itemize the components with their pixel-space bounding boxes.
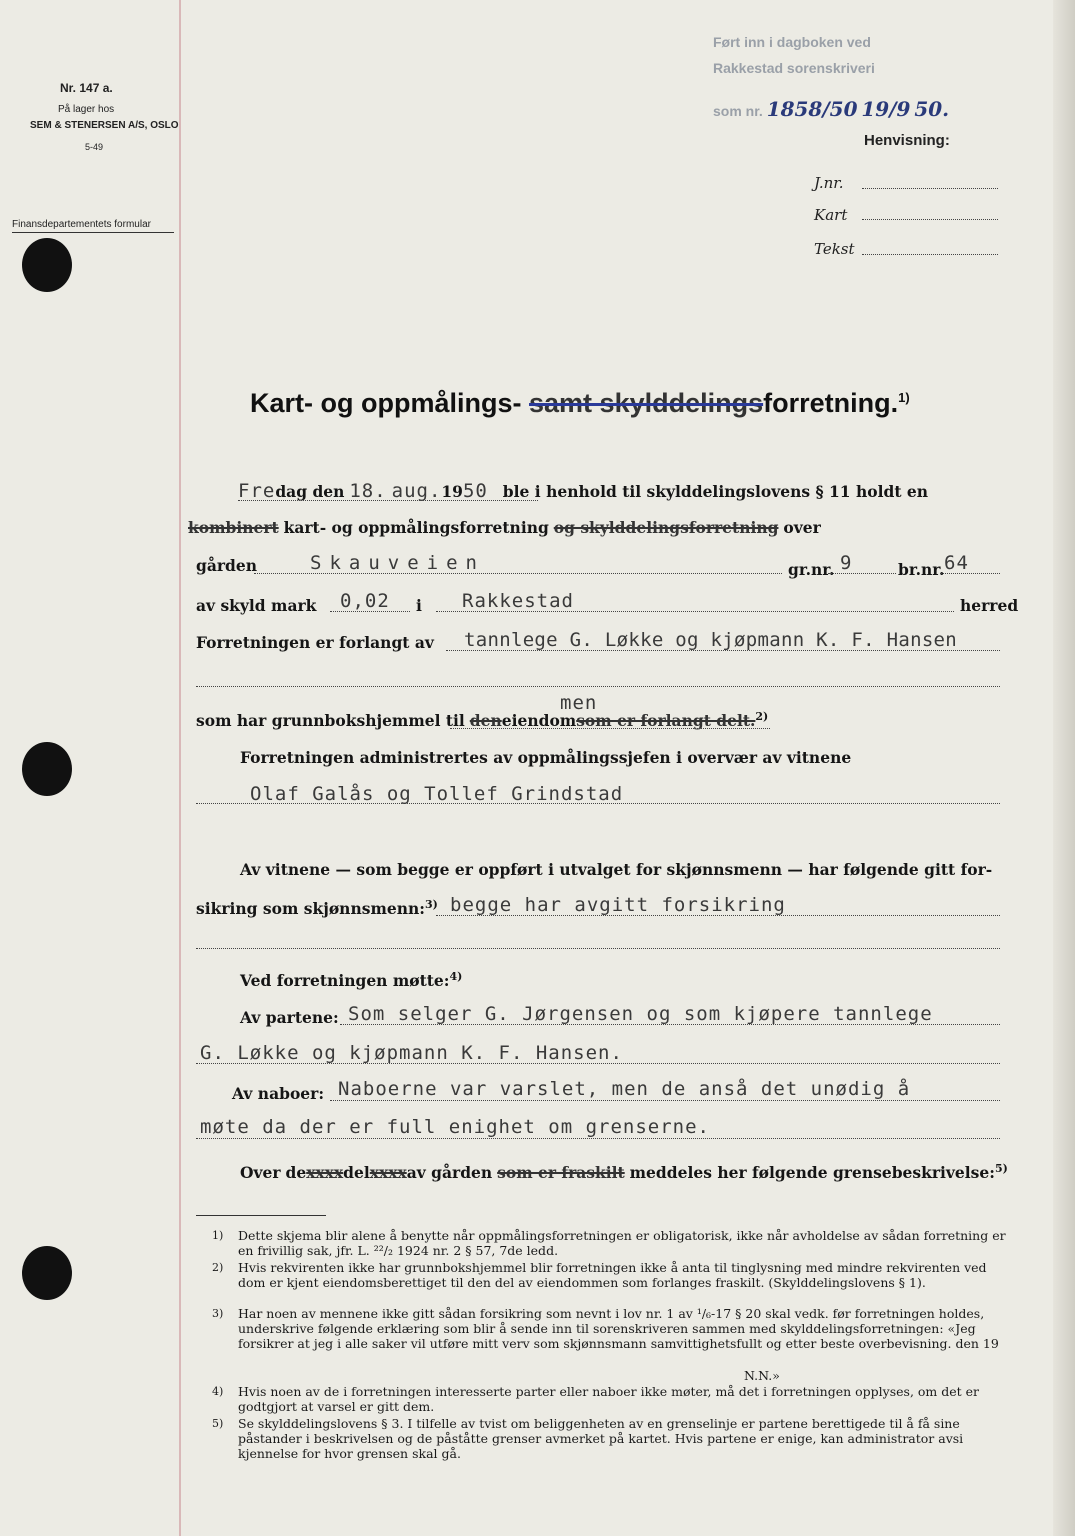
requested-by-dotted-line-2 [196,686,1000,687]
witness-statement-line: Av vitnene — som begge er oppført i utvalget for skjønnsmenn — har følgende gitt for- [240,860,993,879]
kart-field [862,219,998,220]
jnr-label: J.nr. [814,174,844,192]
registry-date: 19/9 [861,97,911,121]
i-label: i [416,596,422,615]
print-date: 5-49 [85,142,104,152]
neighbours-label: Av naboer: [232,1084,325,1103]
year-value: 50 [462,480,488,502]
parties-value-1: Som selger G. Jørgensen og som kjøpere tannlege [348,1003,933,1025]
title-struck-text: samt skylddelings [529,388,764,418]
footnote-2: 2) Hvis rekvirenten ikke har grunnbokshjemmel blir forretningen ikke å anta til tinglysning med mindre rekvirenten ved dom er kjent eiendomsberettiget til den del av eiendommen som forlanges fraskilt. (Skylddelingslovens § 1). [212,1260,987,1290]
oath-dotted-line-2 [196,948,1000,949]
oath-label: sikring som skjønnsmenn:$^{3)}$ [196,898,438,919]
ministry-form-label: Finansdepartementets formular [12,219,174,233]
registry-stamp-line2: Rakkestad sorenskriveri [713,60,875,76]
day-value: 18. [349,480,387,502]
herred-value: Rakkestad [462,590,574,612]
parties-dotted-line [340,1024,1000,1025]
footnote-5: 5) Se skylddelingslovens § 3. I tilfelle av tvist om beliggenheten av en grenselinje er partene berettigede til å få sine påstander i beskrivelsen og de påståtte grenser avmerket på kartet. Hvis partene er enige, kan administrator avsi kjennelse for hvor grensen skal gå. [212,1416,964,1461]
requested-by-label: Forretningen er forlangt av [196,633,434,652]
title-deed-line: som har grunnbokshjemmel til deneiendomsom er forlangt delt.$^{2)}$ [196,710,769,731]
stock-line-1: På lager hos [58,104,115,115]
punch-hole [22,742,72,796]
date-dotted-line [238,500,538,501]
neighbours-dotted-line-2 [196,1138,1000,1139]
men-insertion: men [560,692,598,714]
registry-year: 50. [914,97,950,121]
grnr-value: 9 [840,552,853,574]
brnr-label: br.nr. [898,560,945,579]
parties-label: Av partene: [240,1008,339,1027]
witnesses-dotted-line [196,803,1000,804]
oath-value: begge har avgitt forsikring [450,894,786,916]
skylddeling-struck: og skylddelingsforretning [553,518,779,537]
administration-line: Forretningen administrertes av oppmålingssjefen i overvær av vitnene [240,748,852,767]
oath-dotted-line [436,915,1000,916]
witnesses-value: Olaf Galås og Tollef Grindstad [250,783,624,805]
farm-name-value: Skauveien [310,552,485,574]
neighbours-dotted-line [330,1100,1000,1101]
tekst-field [862,254,998,255]
brnr-dotted-line [940,573,1000,574]
footnote-1: 1) Dette skjema blir alene å benytte når oppmålingsforretningen er obligatorisk, ikke når avholdelse av sådan forretning er en frivillig sak, jfr. L. ²²/₂ 1924 nr. 2 § 57, 7de ledd. [212,1228,1006,1258]
boundary-description-line: Over dexxxxdelxxxxav gården som er fraskilt meddeles her følgende grensebeskrivelse:$^{5)}$ [240,1162,1008,1183]
weekday-value: Fre [238,480,276,502]
herred-label: herred [960,596,1019,615]
attendance-label: Ved forretningen møtte:$^{4)}$ [240,970,463,991]
nn-signature-placeholder: N.N.» [744,1368,780,1383]
jnr-field [862,188,998,189]
parties-dotted-line-2 [196,1063,1000,1064]
form-number: Nr. 147 a. [60,81,113,95]
requested-by-value: tannlege G. Løkke og kjøpmann K. F. Hansen [464,629,958,651]
parties-value-2: G. Løkke og kjøpmann K. F. Hansen. [200,1042,623,1064]
footnote-4: 4) Hvis noen av de i forretningen interesserte parter eller naboer ikke møter, må det i forretningen opplyses, om det er godtgjort at varsel er gitt dem. [212,1384,980,1414]
tekst-label: Tekst [814,240,855,258]
reference-heading: Henvisning: [864,132,950,149]
herred-dotted-line [436,611,954,612]
procedure-line: kombinert kart- og oppmålingsforretning og skylddelingsforretning over [188,518,821,537]
punch-hole [22,238,72,292]
stock-line-2: SEM & STENERSEN A/S, OSLO [30,120,179,131]
margin-line [179,0,181,1536]
page-edge-shadow [1053,0,1075,1536]
registry-number: 1858/50 [766,97,858,121]
document-title: Kart- og oppmålings- samt skylddelingsforretning.$^{1)}$ [250,388,910,418]
month-value: aug. [391,480,442,502]
requested-by-dotted-line [446,650,1000,651]
footnote-3: 3) Har noen av mennene ikke gitt sådan forsikring som nevnt i lov nr. 1 av ¹/₆-17 § 20 skal vedk. før forretningen holdes, underskrive følgende erklæring som blir å sende inn til sorenskriveren sammen med skylddelingsforretningen: «Jeg forsikrer at jeg i alle saker vil utføre mitt verv som skjønnsmann samvittighetsfullt og etter beste overbevisning. den 19 [212,1306,999,1351]
footnote-rule [196,1215,326,1216]
punch-hole [22,1246,72,1300]
neighbours-value-2: møte da der er full enighet om grenserne. [200,1116,710,1138]
grnr-label: gr.nr. [788,560,835,579]
kart-label: Kart [814,206,848,224]
registry-stamp-line3: som nr. 1858/50 19/9 50. [713,97,950,121]
skyld-value: 0,02 [340,590,390,612]
date-line: Fredag den 18. aug.1950 ble i henhold til skylddelingslovens § 11 holdt en [238,480,929,502]
brnr-value: 64 [944,552,969,574]
kombinert-struck: kombinert [188,518,279,537]
registry-stamp-line1: Ført inn i dagboken ved [713,34,871,50]
grnr-dotted-line [828,573,896,574]
skyld-dotted-line [330,611,410,612]
farm-name-dotted-line [254,573,782,574]
skyld-label: av skyld mark [196,596,317,615]
title-deed-dotted-line [450,728,770,729]
garden-label: gården [196,556,258,575]
neighbours-value-1: Naboerne var varslet, men de anså det unødig å [338,1078,911,1100]
